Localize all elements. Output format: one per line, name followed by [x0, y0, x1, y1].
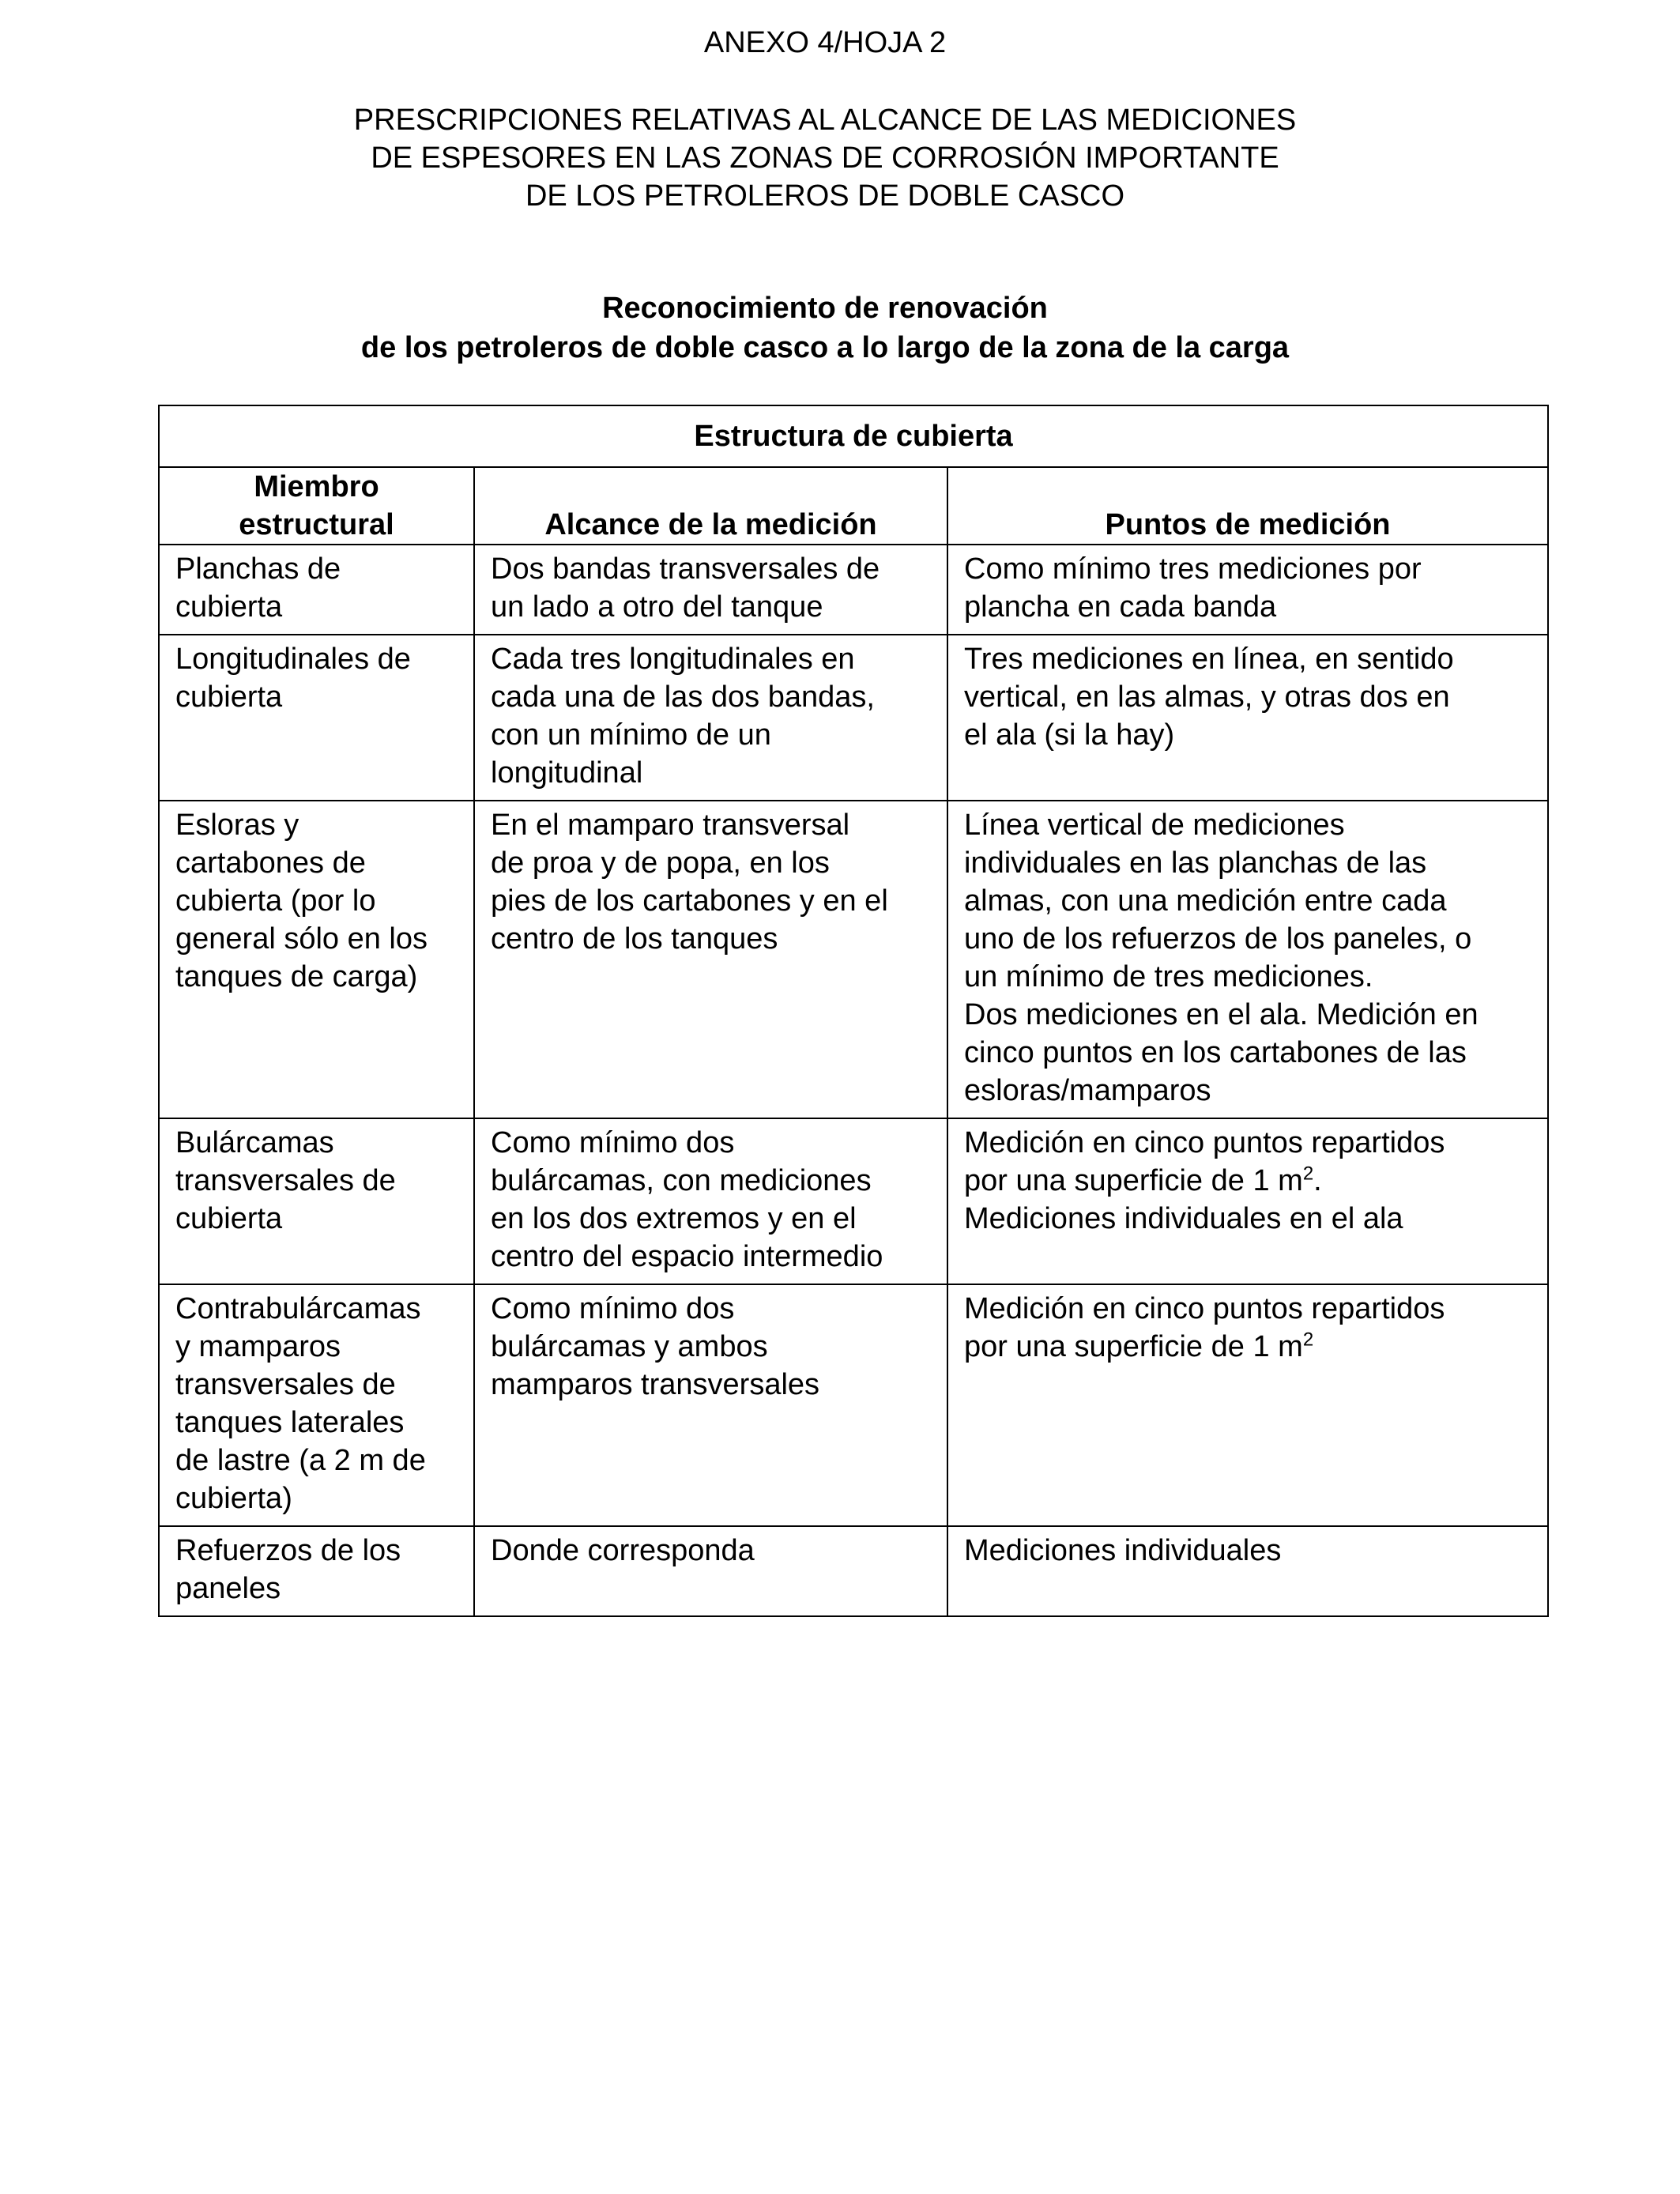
heading-line: DE LOS PETROLEROS DE DOBLE CASCO — [525, 179, 1125, 213]
extent-text: En el mamparo transversal de proa y de popa, en los pies de los cartabones y en el centro de los tanques — [491, 809, 888, 956]
subtitle-line: Reconocimiento de renovación — [602, 292, 1048, 325]
extent-cell — [474, 1526, 947, 1616]
points-cell — [947, 545, 1548, 635]
table-row — [159, 1284, 1548, 1526]
superscript-exponent: 2 — [1302, 1163, 1314, 1185]
column-header-points — [947, 467, 1548, 545]
member-text: Longitudinales de cubierta — [175, 643, 411, 714]
member-cell — [159, 801, 474, 1118]
member-cell — [159, 1118, 474, 1284]
measurement-table — [158, 405, 1549, 1617]
column-header-text: Puntos de medición — [1105, 508, 1391, 541]
points-text-post: . Mediciones individuales en el ala — [964, 1164, 1403, 1235]
extent-text: Donde corresponda — [491, 1534, 755, 1567]
column-header-text: Miembro estructural — [239, 470, 394, 541]
extent-cell — [474, 545, 947, 635]
column-header-text: Alcance de la medición — [544, 508, 877, 541]
survey-subtitle — [0, 288, 1650, 368]
subtitle-line: de los petroleros de doble casco a lo largo de la zona de la carga — [360, 331, 1290, 364]
extent-cell — [474, 801, 947, 1118]
document-heading — [0, 101, 1650, 215]
extent-cell — [474, 1118, 947, 1284]
member-text: Bulárcamas transversales de cubierta — [175, 1126, 396, 1235]
member-cell — [159, 1284, 474, 1526]
extent-text: Como mínimo dos bulárcamas y ambos mamparos transversales — [491, 1292, 820, 1401]
points-text — [964, 1292, 1445, 1363]
column-header-member — [159, 467, 474, 545]
points-text: Línea vertical de mediciones individuales en las planchas de las almas, con una medición entre cada uno de los refuerzos de los paneles, o un mínimo de tres mediciones. Dos mediciones en el ala. Medición en cinco puntos en los cartabones de las esloras/mamparos — [964, 809, 1478, 1107]
points-cell — [947, 801, 1548, 1118]
member-text: Contrabulárcamas y mamparos transversales de tanques laterales de lastre (a 2 m de cubierta) — [175, 1292, 426, 1515]
points-text-pre: Medición en cinco puntos repartidos por una superficie de 1 m — [964, 1292, 1445, 1363]
table-row — [159, 1526, 1548, 1616]
superscript-exponent: 2 — [1302, 1329, 1314, 1351]
heading-line: DE ESPESORES EN LAS ZONAS DE CORROSIÓN IMPORTANTE — [371, 141, 1279, 175]
table-row — [159, 801, 1548, 1118]
extent-cell — [474, 1284, 947, 1526]
points-text: Mediciones individuales — [964, 1534, 1282, 1567]
section-title: Estructura de cubierta — [159, 405, 1548, 467]
extent-text: Como mínimo dos bulárcamas, con mediciones en los dos extremos y en el centro del espacio intermedio — [491, 1126, 883, 1273]
member-text: Refuerzos de los paneles — [175, 1534, 401, 1605]
points-text: Tres mediciones en línea, en sentido vertical, en las almas, y otras dos en el ala (si la hay) — [964, 643, 1454, 752]
extent-text: Cada tres longitudinales en cada una de las dos bandas, con un mínimo de un longitudinal — [491, 643, 875, 790]
member-text: Planchas de cubierta — [175, 552, 341, 624]
points-cell — [947, 1118, 1548, 1284]
table-row — [159, 545, 1548, 635]
points-cell — [947, 635, 1548, 801]
member-cell — [159, 545, 474, 635]
member-cell — [159, 635, 474, 801]
column-header-extent — [474, 467, 947, 545]
member-text: Esloras y cartabones de cubierta (por lo general sólo en los tanques de carga) — [175, 809, 428, 993]
points-text: Como mínimo tres mediciones por plancha en cada banda — [964, 552, 1422, 624]
points-text-pre: Medición en cinco puntos repartidos por una superficie de 1 m — [964, 1126, 1445, 1197]
points-cell — [947, 1526, 1548, 1616]
table-row — [159, 1118, 1548, 1284]
annex-label: ANEXO 4/HOJA 2 — [703, 26, 947, 59]
heading-line: PRESCRIPCIONES RELATIVAS AL ALCANCE DE LAS MEDICIONES — [353, 104, 1297, 137]
extent-cell — [474, 635, 947, 801]
points-cell — [947, 1284, 1548, 1526]
table-row — [159, 635, 1548, 801]
member-cell — [159, 1526, 474, 1616]
points-text — [964, 1126, 1445, 1235]
extent-text: Dos bandas transversales de un lado a otro del tanque — [491, 552, 880, 624]
